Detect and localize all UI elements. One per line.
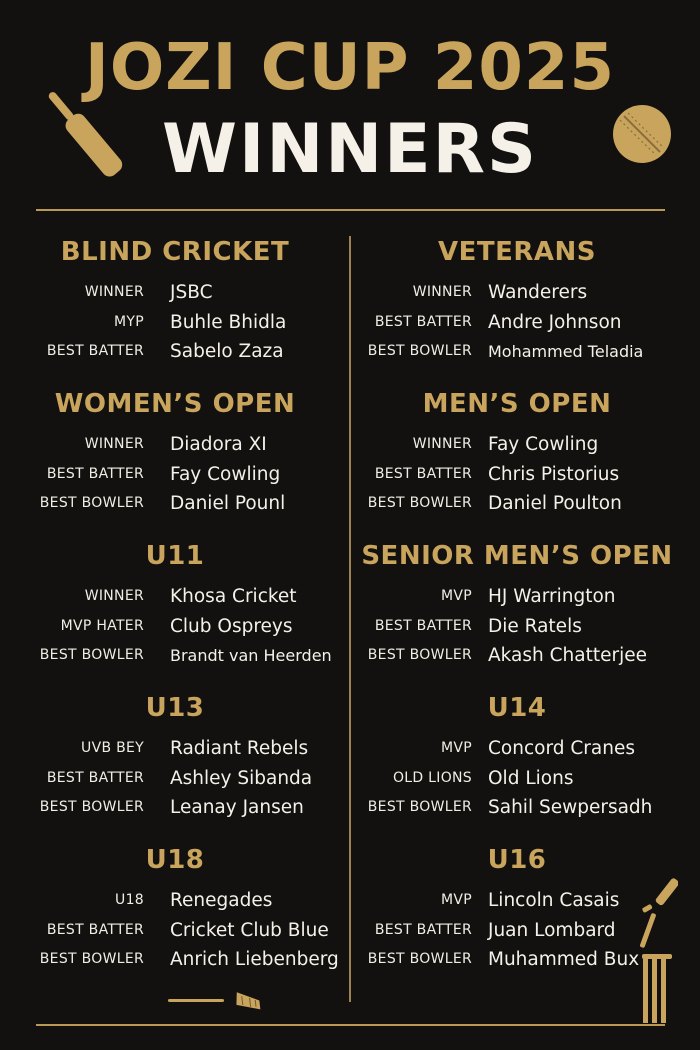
award-row xyxy=(10,764,340,794)
award-winner: JSBC xyxy=(170,282,213,303)
award-row xyxy=(10,337,340,367)
category-section xyxy=(10,834,340,986)
award-winner: Cricket Club Blue xyxy=(170,919,329,941)
award-row xyxy=(352,641,682,671)
award-winner: Akash Chatterjee xyxy=(488,645,648,666)
category-heading: BLIND CRICKET xyxy=(60,237,290,267)
award-label: BEST BATTER xyxy=(374,617,472,634)
category-section xyxy=(10,682,340,834)
award-winner: Club Ospreys xyxy=(170,615,293,637)
award-winner: Diadora XI xyxy=(170,434,267,455)
title-line-1: JOZI CUP 2025 xyxy=(85,31,615,105)
award-label: BEST BOWLER xyxy=(367,799,472,815)
broken-bat-icon xyxy=(166,990,266,1014)
award-row xyxy=(352,582,682,612)
award-label: WINNER xyxy=(84,436,144,452)
award-winner: Fay Cowling xyxy=(488,434,599,455)
award-winner: Buhle Bhidla xyxy=(170,311,287,333)
award-label: OLD LIONS xyxy=(392,769,472,786)
award-label: BEST BATTER xyxy=(46,769,144,786)
award-winner: Fay Cowling xyxy=(170,463,281,485)
award-winner: Daniel Pounl xyxy=(170,493,286,514)
category-section xyxy=(10,378,340,530)
award-row xyxy=(10,886,340,916)
category-heading: U18 xyxy=(145,845,205,875)
award-winner: Old Lions xyxy=(488,767,574,789)
award-row xyxy=(352,460,682,490)
award-winner: Khosa Cricket xyxy=(170,586,297,607)
award-winner: Mohammed Teladia xyxy=(488,342,644,361)
award-label: BEST BOWLER xyxy=(39,647,144,663)
award-row xyxy=(10,489,340,519)
category-heading: U11 xyxy=(145,541,205,571)
award-label: MYP xyxy=(114,313,144,330)
award-row xyxy=(10,430,340,460)
award-row xyxy=(10,945,340,975)
award-winner: HJ Warrington xyxy=(488,586,616,607)
award-row xyxy=(352,734,682,764)
award-label: BEST BATTER xyxy=(46,343,144,359)
award-label: BEST BOWLER xyxy=(367,647,472,663)
award-winner: Die Ratels xyxy=(488,615,582,637)
award-row xyxy=(352,489,682,519)
award-label: BEST BATTER xyxy=(46,921,144,938)
award-winner: Sabelo Zaza xyxy=(170,341,284,362)
top-divider-rule xyxy=(36,209,665,211)
award-label: BEST BATTER xyxy=(374,313,472,330)
award-label: U18 xyxy=(115,892,144,908)
bottom-divider-rule xyxy=(36,1024,665,1026)
award-label: WINNER xyxy=(412,284,472,300)
award-winner: Concord Cranes xyxy=(488,738,635,759)
award-winner: Brandt van Heerden xyxy=(170,646,332,665)
category-section xyxy=(10,226,340,378)
award-winner: Lincoln Casais xyxy=(488,890,620,911)
category-heading: U14 xyxy=(487,693,547,723)
award-winner: Daniel Poulton xyxy=(488,493,622,514)
title-line-2: WINNERS xyxy=(162,110,538,189)
award-label: MVP xyxy=(441,588,472,604)
award-winner: Ashley Sibanda xyxy=(170,767,313,789)
category-section xyxy=(352,378,682,530)
award-row xyxy=(352,430,682,460)
award-winner: Radiant Rebels xyxy=(170,738,309,759)
award-label: BEST BOWLER xyxy=(367,951,472,967)
cricket-wicket-icon xyxy=(630,868,678,1026)
award-label: BEST BOWLER xyxy=(39,799,144,815)
award-winner: Muhammed Bux xyxy=(488,949,640,970)
award-label: BEST BOWLER xyxy=(39,951,144,967)
award-label: WINNER xyxy=(84,588,144,604)
award-label: MVP xyxy=(441,740,472,756)
award-row xyxy=(10,278,340,308)
award-label: BEST BATTER xyxy=(374,465,472,482)
award-row xyxy=(352,764,682,794)
award-row xyxy=(10,460,340,490)
category-heading: SENIOR MEN’S OPEN xyxy=(361,541,673,571)
category-heading: WOMEN’S OPEN xyxy=(54,389,296,419)
category-heading: U13 xyxy=(145,693,205,723)
award-winner: Juan Lombard xyxy=(488,919,616,941)
award-row xyxy=(352,308,682,338)
award-winner: Sahil Sewpersadh xyxy=(488,797,653,818)
award-winner: Wanderers xyxy=(488,282,588,303)
award-row xyxy=(352,793,682,823)
category-heading: MEN’S OPEN xyxy=(422,389,612,419)
award-label: MVP xyxy=(441,892,472,908)
award-label: BEST BOWLER xyxy=(367,495,472,511)
award-label: BEST BATTER xyxy=(374,921,472,938)
award-winner: Renegades xyxy=(170,890,273,911)
award-winner: Anrich Liebenberg xyxy=(170,949,339,970)
category-heading: VETERANS xyxy=(437,237,596,267)
category-heading: U16 xyxy=(487,845,547,875)
award-winner: Chris Pistorius xyxy=(488,463,620,485)
award-row xyxy=(10,641,340,671)
category-section xyxy=(10,530,340,682)
award-row xyxy=(352,612,682,642)
award-row xyxy=(10,612,340,642)
award-winner: Leanay Jansen xyxy=(170,797,304,818)
award-label: MVP HATER xyxy=(60,617,144,634)
award-winner: Andre Johnson xyxy=(488,311,622,333)
award-row xyxy=(352,278,682,308)
left-column xyxy=(10,226,340,986)
award-label: BEST BATTER xyxy=(46,465,144,482)
award-row xyxy=(10,582,340,612)
award-row xyxy=(352,337,682,367)
award-row xyxy=(10,734,340,764)
category-section xyxy=(352,682,682,834)
award-label: BEST BOWLER xyxy=(39,495,144,511)
column-divider xyxy=(349,236,351,1002)
award-row xyxy=(10,308,340,338)
award-label: WINNER xyxy=(412,436,472,452)
award-row xyxy=(10,916,340,946)
award-row xyxy=(10,793,340,823)
award-label: WINNER xyxy=(84,284,144,300)
category-section xyxy=(352,530,682,682)
award-label: BEST BOWLER xyxy=(367,343,472,359)
award-label: UVB BEY xyxy=(81,740,144,756)
category-section xyxy=(352,226,682,378)
